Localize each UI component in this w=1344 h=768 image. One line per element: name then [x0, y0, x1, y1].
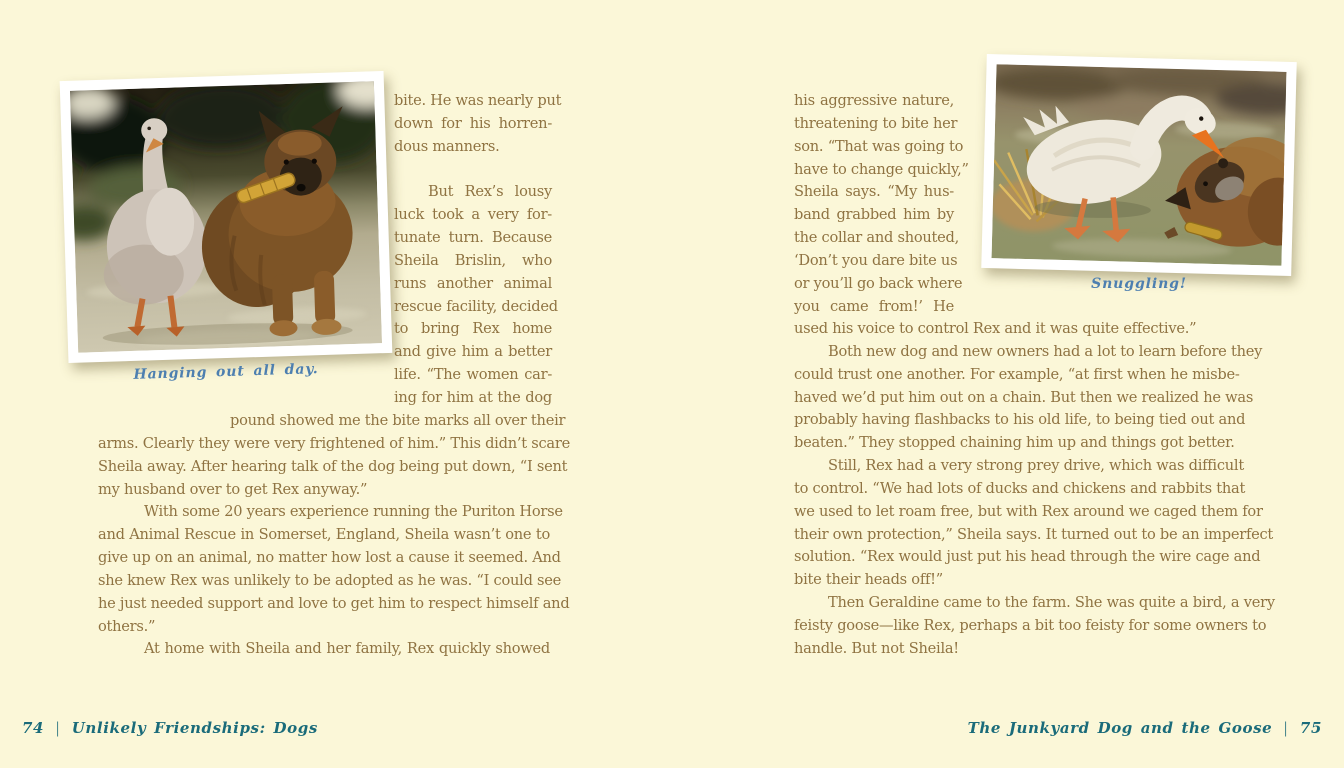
text-line: With some 20 years experience running the Puriton Horse [144, 503, 563, 521]
left-narrow-text-column [394, 90, 562, 410]
text-line: runs another animal [394, 274, 552, 292]
goose-and-dog-walking-photo-art [70, 81, 382, 352]
text-line: arms. Clearly they were very frightened of him.” This didn’t scare [98, 434, 570, 452]
right-narrow-text-column [794, 90, 969, 318]
text-line: their own protection,” Sheila says. It turned out to be an imperfect [794, 525, 1274, 543]
paragraph [394, 181, 558, 409]
text-line: to control. “We had lots of ducks and chickens and rabbits that [794, 479, 1246, 497]
text-line: son. “That was going to [794, 137, 964, 155]
right-wide-text-column [794, 318, 1275, 661]
text-line: Still, Rex had a very strong prey drive, which was difficult [828, 457, 1244, 475]
text-line: Then Geraldine came to the farm. She was quite a bird, a very [828, 594, 1275, 612]
text-line: you came from!’ He [794, 297, 954, 315]
right-photo-caption: Snuggling! [1091, 276, 1187, 292]
text-line: we used to let roam free, but with Rex around we caged them for [794, 502, 1263, 520]
text-line: beaten.” They stopped chaining him up and things got better. [794, 434, 1235, 452]
text-line: or you’ll go back where [794, 274, 963, 292]
text-line: could trust one another. For example, “at first when he misbe- [794, 365, 1240, 383]
text-line: and give him a better [394, 343, 552, 361]
text-line: life. “The women car- [394, 366, 552, 384]
paragraph [98, 501, 570, 638]
paragraph [98, 638, 550, 661]
left-photo [60, 71, 393, 363]
text-line: others.” [98, 617, 156, 635]
text-line: Sheila says. “My hus- [794, 183, 954, 201]
text-line: she knew Rex was unlikely to be adopted as he was. “I could see [98, 571, 562, 589]
text-line: solution. “Rex would just put his head through the wire cage and [794, 548, 1261, 566]
book-title: Unlikely Friendships: Dogs [71, 719, 318, 737]
text-line: probably having flashbacks to his old life, to being tied out and [794, 411, 1246, 429]
text-line: Sheila Brislin, who [394, 251, 552, 269]
paragraph [394, 90, 562, 159]
right-page-number: 75 [1299, 719, 1322, 737]
right-footer [968, 719, 1322, 737]
paragraph [794, 90, 969, 318]
text-line: rescue facility, decided [394, 297, 558, 315]
text-line: have to change quickly,” [794, 160, 969, 178]
text-line: luck took a very for- [394, 206, 552, 224]
text-line: down for his horren- [394, 114, 552, 132]
text-line: pound showed me the bite marks all over their [230, 412, 566, 429]
text-line: At home with Sheila and her family, Rex quickly showed [144, 640, 550, 658]
text-line: dous manners. [394, 137, 500, 155]
left-wide-text-column [98, 410, 570, 661]
footer-separator: | [55, 719, 60, 737]
left-footer [22, 719, 318, 737]
text-line: ing for him at the dog [394, 388, 552, 406]
text-line: the collar and shouted, [794, 229, 960, 247]
text-line: haved we’d put him out on a chain. But then we realized he was [794, 388, 1254, 406]
left-photo-caption: Hanging out all day. [133, 361, 319, 383]
paragraph [794, 341, 1263, 455]
paragraph [794, 318, 1224, 341]
paragraph [98, 410, 570, 501]
text-line: ‘Don’t you dare bite us [794, 251, 958, 269]
chapter-title: The Junkyard Dog and the Goose [967, 719, 1273, 737]
text-line: give up on an animal, no matter how lost a cause it seemed. And [98, 549, 561, 567]
text-line: band grabbed him by [794, 206, 954, 224]
text-line: and Animal Rescue in Somerset, England, Sheila wasn’t one to [98, 526, 550, 544]
text-line: handle. But not Sheila! [794, 639, 959, 657]
text-line: threatening to bite her [794, 114, 958, 132]
text-line: tunate turn. Because [394, 229, 552, 247]
text-line: Sheila away. After hearing talk of the dog being put down, “I sent [98, 457, 568, 475]
text-line: his aggressive nature, [794, 92, 954, 109]
text-line: bite. He was nearly put [394, 92, 562, 109]
text-line: feisty goose—like Rex, perhaps a bit too feisty for some owners to [794, 616, 1267, 634]
left-page-number: 74 [22, 719, 45, 737]
text-line: Both new dog and new owners had a lot to learn before they [828, 342, 1263, 360]
text-line: used his voice to control Rex and it was quite effective.” [794, 320, 1197, 337]
goose-snuggling-dog-photo-art [992, 64, 1287, 266]
paragraph [794, 455, 1274, 592]
right-photo [981, 54, 1296, 276]
text-line: But Rex’s lousy [428, 183, 552, 201]
text-line: bite their heads off!” [794, 571, 943, 589]
paragraph [794, 592, 1275, 661]
footer-separator: | [1284, 719, 1289, 737]
text-line: to bring Rex home [394, 320, 552, 338]
text-line: my husband over to get Rex anyway.” [98, 480, 368, 498]
text-line: he just needed support and love to get him to respect himself and [98, 594, 570, 612]
